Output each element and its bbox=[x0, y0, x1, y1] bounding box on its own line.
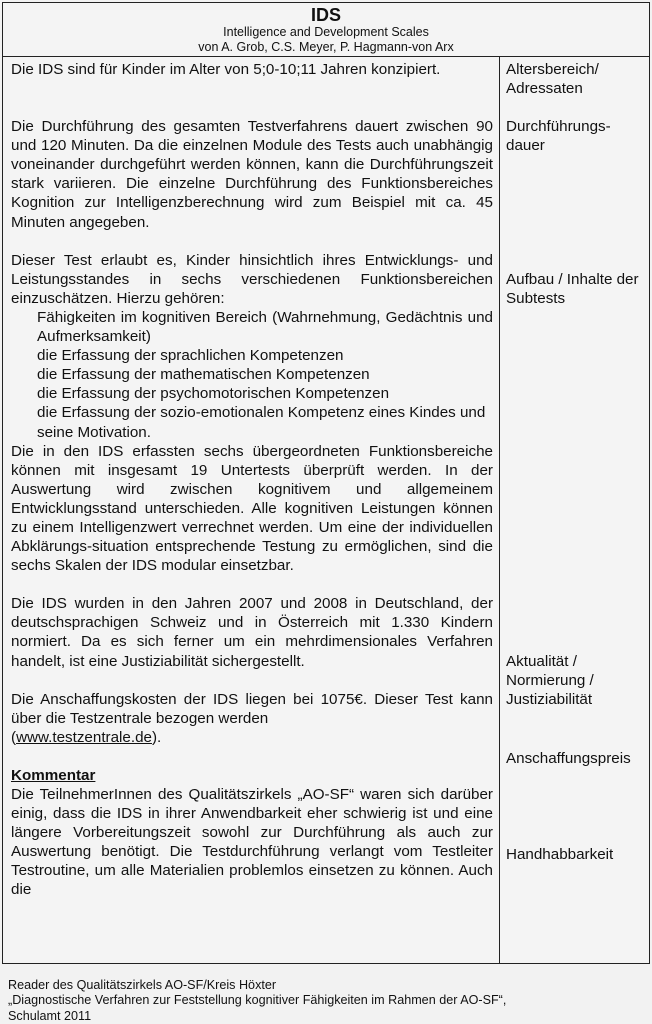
table-header bbox=[3, 3, 649, 57]
test-authors: von A. Grob, C.S. Meyer, P. Hagmann-von Arx bbox=[198, 40, 454, 54]
footer-line: Schulamt 2011 bbox=[8, 1008, 92, 1023]
column-divider bbox=[499, 57, 500, 963]
footer-line: „Diagnostische Verfahren zur Feststellung kognitiver Fähigkeiten im Rahmen der AO-SF“, bbox=[8, 993, 507, 1008]
label-handling: Handhabbarkeit bbox=[506, 846, 614, 863]
list-item: die Erfassung der sozio-emotionalen Kompetenz eines Kindes und bbox=[37, 404, 486, 422]
label-norms: Aktualität / Normierung / Justiziabilität bbox=[506, 653, 594, 709]
price-text: Die Anschaffungskosten der IDS liegen bei 1075€. Dieser Test kann über die Testzentrale bezogen werden (www.testzentrale.de). bbox=[11, 690, 493, 746]
table-body bbox=[3, 57, 649, 963]
document-table bbox=[2, 2, 650, 964]
footer-line: Reader des Qualitätszirkels AO-SF/Kreis Höxter bbox=[8, 978, 277, 992]
testzentrale-link[interactable]: www.testzentrale.de bbox=[16, 728, 152, 746]
label-duration: Durchführungs-dauer bbox=[506, 118, 611, 155]
structure-outro: Die in den IDS erfassten sechs übergeordneten Funktionsbereiche können mit insgesamt 19 Untertests überprüft werden. In der Auswertung wird zwischen kognitivem und allgemeinem Entwicklungsstand unterschieden. Alle kognitiven Leistungen können zu einem Intelligenzwert verrechnet werden. Um eine der individuellen Abklärungs-situation entsprechende Testung zu ermöglichen, sind die sechs Skalen der IDS modular einsetzbar. bbox=[11, 442, 493, 575]
label-age-range: Altersbereich/ Adressaten bbox=[506, 61, 599, 98]
list-item: seine Motivation. bbox=[37, 423, 151, 441]
duration-text: Die Durchführung des gesamten Testverfahrens dauert zwischen 90 und 120 Minuten. Da die einzelnen Module des Tests auch unabhängig voneinander durchgeführt werden können, kann die Durchführungszeit stark variieren. Die einzelne Durchführung des Funktionsbereiches Kognition zur Intelligenzberechnung wird zum Beispiel mit ca. 45 Minuten angegeben. bbox=[11, 118, 493, 231]
label-structure: Aufbau / Inhalte der Subtests bbox=[506, 271, 639, 308]
comment-section bbox=[11, 766, 493, 900]
test-full-name: Intelligence and Development Scales bbox=[223, 25, 429, 39]
comment-text: Die TeilnehmerInnen des Qualitätszirkels „AO-SF“ waren sich darüber einig, dass die IDS in ihrer Anwendbarkeit eher schwierig ist und eine längere Vorbereitungszeit sowohl zur Durchführung als auch zur Auswertung benötigt. Die Testdurchführung verlangt vom Testleiter Testroutine, um alle Materialien problemlos einsetzen zu können. Auch die bbox=[11, 786, 493, 899]
age-range-text: Die IDS sind für Kinder im Alter von 5;0-10;11 Jahren konzipiert. bbox=[11, 61, 441, 78]
list-item: die Erfassung der sprachlichen Kompetenzen bbox=[37, 347, 344, 365]
page-title: IDS bbox=[310, 5, 341, 25]
page-footer bbox=[8, 978, 648, 1024]
structure-text bbox=[11, 251, 493, 576]
comment-heading: Kommentar bbox=[11, 766, 96, 784]
structure-intro: Dieser Test erlaubt es, Kinder hinsichtlich ihres Entwicklungs- und Leistungsstandes in sechs verschiedenen Funktionsbereichen einzuschätzen. Hierzu gehören: bbox=[11, 251, 493, 307]
list-item: Fähigkeiten im kognitiven Bereich (Wahrnehmung, Gedächtnis und Aufmerksamkeit) bbox=[37, 308, 493, 346]
norms-text: Die IDS wurden in den Jahren 2007 und 2008 in Deutschland, der deutschsprachigen Schweiz und in Österreich mit 1.330 Kindern normiert. Da es sich ferner um ein mehrdimensionales Verfahren handelt, ist eine Justiziabilität sichergestellt. bbox=[11, 595, 493, 670]
label-price: Anschaffungspreis bbox=[506, 750, 631, 767]
list-item: die Erfassung der psychomotorischen Kompetenzen bbox=[37, 385, 390, 403]
list-item: die Erfassung der mathematischen Kompetenzen bbox=[37, 366, 370, 384]
description-column bbox=[11, 60, 493, 919]
